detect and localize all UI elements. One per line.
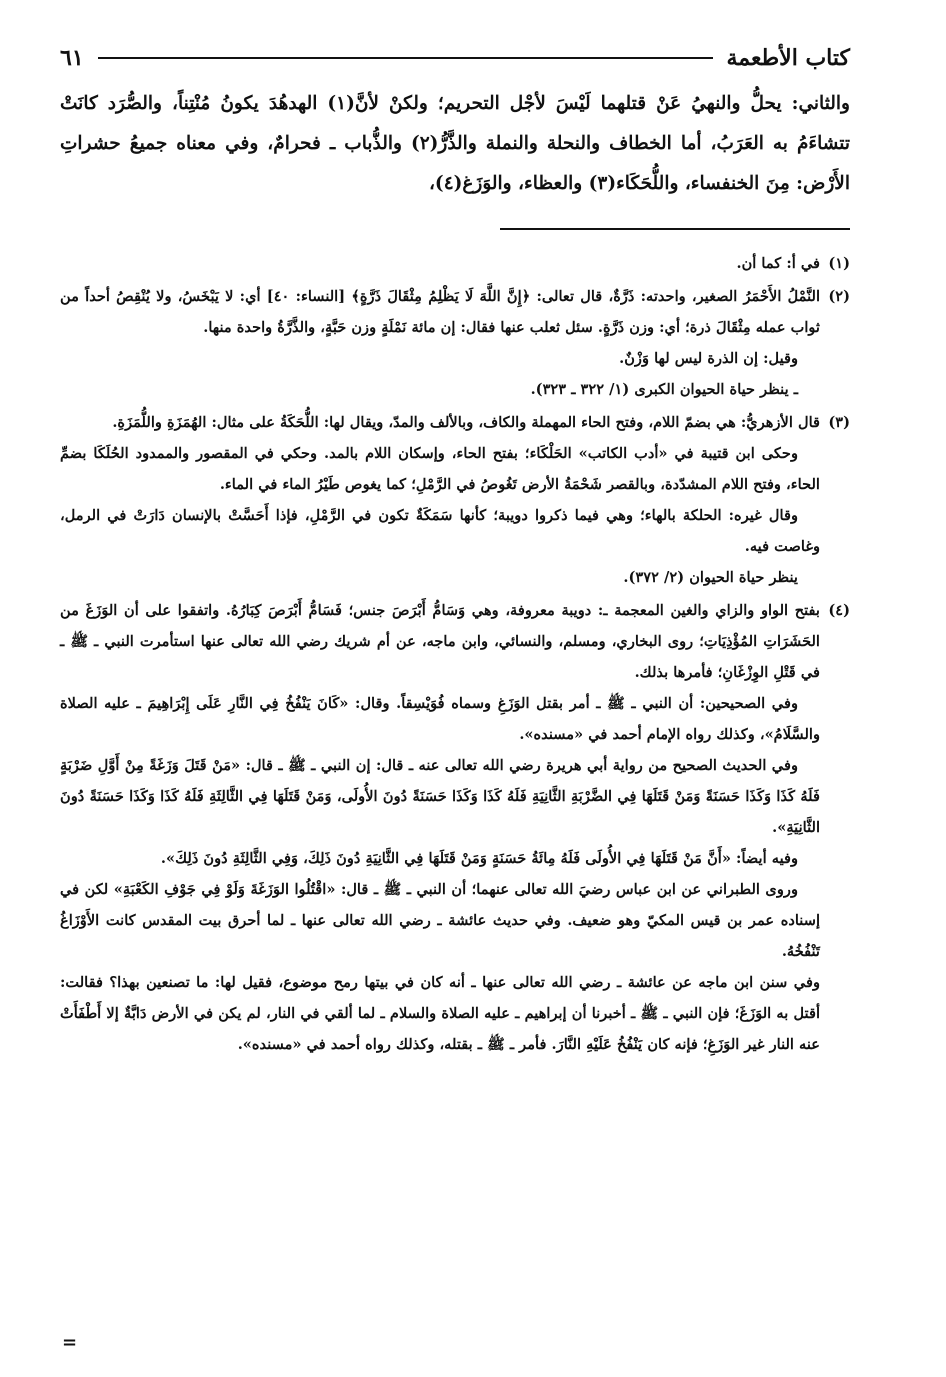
page-number: ٦١ [60,45,84,71]
footnote-separator [500,228,850,230]
footnote-text: وقال غيره: الحلكة بالهاء؛ وهي فيما ذكروا دويبة؛ كأنها سَمَكَةٌ تكون في الرَّمْلِ، فإذا أَحَسَّتْ بالإنسان دَارَتْ في الرمل، وغاصت فيه. [60,507,820,555]
footnote-text: ينظر حياة الحيوان (٢/ ٣٧٢). [623,569,798,586]
footnote-number: (٣) [828,414,850,431]
footnote-number: (١) [828,255,850,272]
continuation-mark: = [62,1332,78,1353]
chapter-title: كتاب الأطعمة [726,45,850,71]
footnote-text: في أ: كما أن. [736,255,820,272]
footnote-text: وفي الصحيحين: أن النبي ـ ﷺ ـ أمر بقتل الوَزَغِ وسماه فُوَيْسِقاً. وقال: «كَانَ يَنْفُخُ فِي النَّارِ عَلَى إِبْرَاهِيمَ ـ عليه الصلاة والسَّلَامُ»، وكذلك رواه الإمام أحمد في «مسنده». [60,695,820,743]
running-header [60,38,850,78]
footnote-number: (٢) [828,288,850,305]
footnote-text: وفيه أيضاً: «أَنَّ مَنْ قَتَلَهَا فِي الأُولَى فَلَهُ مِائَةُ حَسَنَةٍ وَمَنْ قَتَلَهَا فِي الثَّانِيَةِ دُونَ ذَلِكَ، وَفِي الثَّالِثَةِ دُونَ ذَلِكَ». [160,850,798,867]
footnote-1 [60,248,850,279]
footnote-2 [60,281,850,405]
book-page [60,38,850,1060]
footnote-text: وروى الطبراني عن ابن عباس رضيَ الله تعالى عنهما؛ أن النبي ـ ﷺ ـ قال: «اقْتُلُوا الوَزَغَةَ وَلَوْ فِي جَوْفِ الكَعْبَةِ» لكن في إسناده عمر بن قيس المكيّ وهو ضعيف. وفي حديث عائشة ـ رضي الله تعالى عنها ـ لما أحرق بيت المقدس كانت الأَوْزَاغُ تَنْفُخُهُ. [60,881,820,960]
footnote-4 [60,595,850,1060]
footnote-3 [60,407,850,593]
footnote-text: بفتح الواو والزاي والغين المعجمة ـ: دويبة معروفة، وهي وَسَامُّ أَبْرَصَ جنس؛ فَسَامُّ أَبْرَصَ كِبَارُهُ. واتفقوا على أن الوَزَغَ من الحَشَرَاتِ المُؤْذِيَاتِ؛ روى البخاري، ومسلم، والنسائي، وابن ماجه، عن أم شريك رضي الله تعالى عنها استأمرت النبي ـ ﷺ ـ في قَتْلِ الوِزْغَانِ؛ فأمرها بذلك. [60,602,820,681]
main-text [60,84,850,204]
footnote-text: ـ ينظر حياة الحيوان الكبرى (١/ ٣٢٢ ـ ٣٢٣). [530,381,798,398]
footnote-text: قال الأزهريُّ: هي بضمّ اللام، وفتح الحاء المهملة والكاف، وبالألف والمدّ، ويقال لها: اللُّحَكَةُ على مثال: الهُمَزَةِ واللُّمَزَةِ. [112,414,820,431]
footnote-text: وحكى ابن قتيبة في «أدب الكاتب» الحَلْكَاء؛ بفتح الحاء، وإسكان اللام بالمد. وحكي في المقصور والممدود الحُلَكَا بضمِّ الحاء، وفتح اللام المشدّدة، وبالقصر شَحْمَةُ الأرض تَغُوصُ في الرَّمْلِ؛ كما يغوص طَيْرُ الماء في الماء. [60,445,820,493]
main-paragraph: والثاني: يحلُّ والنهيُ عَنْ قتلهما لَيْسَ لأجْل التحريم؛ ولكنْ لأنَّ(١) الهدهُدَ يكونُ مُنْتِناً، والصُّرَد كانَتْ تتشاءَمُ به العَرَبُ، أما الخطاف والنحلة والنملة والذَّرُّ(٢) والذُّباب ـ فحرامٌ، وفي معناه جميعُ حشراتِ الأَرْض: مِنَ الخنفساء، واللُّحَكَاء(٣) والعظاء، والوَزَغ(٤)، [60,93,850,194]
footnote-text: وفي الحديث الصحيح من رواية أبي هريرة رضي الله تعالى عنه ـ قال: إن النبي ـ ﷺ ـ قال: «مَنْ قَتَلَ وَزَغَةً مِنْ أَوَّلِ ضَرْبَةٍ فَلَهُ كَذَا وَكَذَا حَسَنَةً وَمَنْ قَتَلَهَا فِي الضَّرْبَةِ الثَّانِيَةِ فَلَهُ كَذَا وَكَذَا حَسَنَةً دُونَ الأُولَى، وَمَنْ قَتَلَهَا فِي الثَّالِثَةِ فَلَهُ كَذَا وَكَذَا حَسَنَةً دُونَ الثَّانِيَةِ». [60,757,820,836]
footnote-text: وقيل: إن الذرة ليس لها وَزْنٌ. [619,350,798,367]
header-rule [98,57,713,59]
footnote-text: النَّمْلُ الأَحْمَرُ الصغير، واحدته: ذَرَّةٌ، قال تعالى: ﴿إِنَّ اللَّهَ لَا يَظْلِمُ مِثْقَالَ ذَرَّةٍ﴾ [النساء: ٤٠] أي: لا يَبْخَسُ، ولا يُنْقِصُ أحداً من ثواب عمله مِثْقَالَ ذرة؛ أي: وزن ذَرَّةٍ. سئل ثعلب عنها فقال: إن مائة نَمْلَةٍ وزن حَبَّةٍ، والذَّرَّةُ واحدة منها. [60,288,820,336]
footnote-text: وفي سنن ابن ماجه عن عائشة ـ رضي الله تعالى عنها ـ أنه كان في بيتها رمح موضوع، فقيل لها: ما تصنعين بهذا؟ فقالت: أقتل به الوَزَغَ؛ فإن النبي ـ ﷺ ـ أخبرنا أن إبراهيم ـ عليه الصلاة والسلام ـ لما ألقي في النار، لم يكن في الأرض دَابَّةٌ إلا أَطْفَأَتْ عنه النار غير الوَزَغِ؛ فإنه كان يَنْفُخُ عَلَيْهِ النَّارَ. فأمر ـ ﷺ ـ بقتله، وكذلك رواه أحمد في «مسنده». [60,974,820,1053]
footnote-number: (٤) [828,602,850,619]
footnotes [60,248,850,1060]
